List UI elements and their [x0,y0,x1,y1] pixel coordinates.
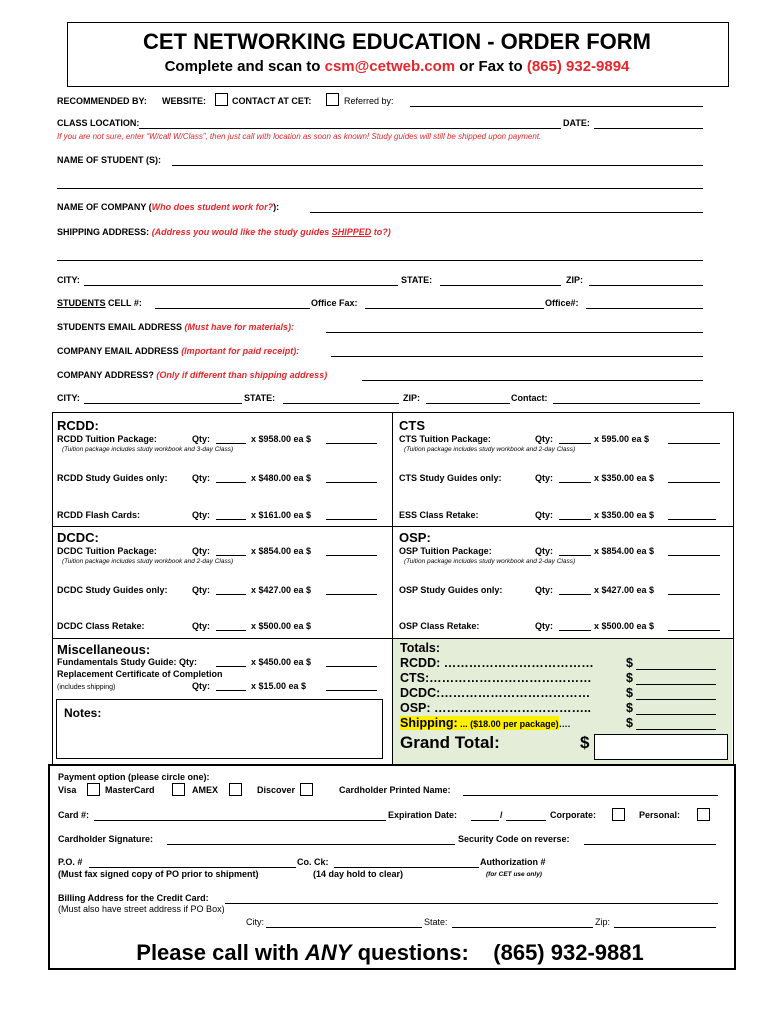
totals-title: Totals: [400,641,441,655]
dcdc-tuition-qty[interactable] [216,555,246,556]
expiration-slash: / [500,810,503,820]
zip2-field[interactable] [426,403,510,404]
billing-address-label: Billing Address for the Credit Card: [58,893,209,903]
class-location-note: If you are not sure, enter “W/call W/Class”, then just call with location as soon as known! Study guides will still be shipped upon payment. [57,132,542,141]
state-field[interactable] [440,285,561,286]
subtitle-mid: or Fax to [455,58,527,75]
company-email-field[interactable] [331,356,703,357]
security-code-label: Security Code on reverse: [458,834,570,844]
rcdd-tuition-note: (Tuition package includes study workbook and 3-day Class) [62,446,234,453]
city-field[interactable] [84,285,398,286]
personal-checkbox[interactable] [697,808,710,821]
contact-field[interactable] [553,403,700,404]
cts-tuition-note: (Tuition package includes study workbook and 2-day Class) [404,446,576,453]
osp-retake-qty-label: Qty: [535,621,553,631]
company-address-label: COMPANY ADDRESS? (Only if different than shipping address) [57,370,328,380]
date-label: DATE: [563,118,590,128]
rcdd-guides-label: RCDD Study Guides only: [57,473,168,483]
cts-guides-qty-label: Qty: [535,473,553,483]
visa-checkbox[interactable] [87,783,100,796]
billing-city-field[interactable] [266,927,422,928]
state2-label: STATE: [244,393,276,403]
expiration-month-field[interactable] [471,820,499,821]
shipping-address-text: SHIPPING ADDRESS: [57,227,152,237]
city-label: CITY: [57,275,80,285]
zip2-label: ZIP: [403,393,420,403]
dcdc-tuition-price: x $854.00 ea $ [251,546,312,556]
totals-osp-label: OSP: ……………………………….. [400,701,591,715]
visa-label[interactable]: Visa [58,785,77,795]
cts-guides-price: x $350.00 ea $ [594,473,655,483]
cts-tuition-qty[interactable] [559,443,591,444]
totals-cts-label: CTS:………………………………… [400,671,592,685]
signature-field[interactable] [167,844,455,845]
ess-retake-price: x $350.00 ea $ [594,510,655,520]
company-name-text: NAME OF COMPANY ( [57,202,152,212]
replacement-qty[interactable] [216,690,246,691]
totals-osp-dollar: $ [626,701,633,715]
page-subtitle [67,58,727,75]
city2-field[interactable] [84,403,242,404]
recommended-label: RECOMMENDED BY: [57,96,147,106]
contact-cet-label: CONTACT AT CET: [232,96,312,106]
osp-guides-qty-label: Qty: [535,585,553,595]
replacement-price: x $15.00 ea $ [251,681,307,691]
city2-label: CITY: [57,393,80,403]
grand-total-label: Grand Total: [400,733,500,752]
personal-label: Personal: [639,810,681,820]
discover-label[interactable]: Discover [257,785,296,795]
shipping-address-hint: (Address you would like the study guides SHIPPED to?) [151,227,391,237]
mastercard-checkbox[interactable] [172,783,185,796]
contact-label: Contact: [511,393,548,403]
totals-shipping-dollar: $ [626,716,633,730]
dcdc-tuition-qty-label: Qty: [192,546,210,556]
replacement-shipping-note: (includes shipping) [57,684,116,691]
billing-state-label: State: [424,917,448,927]
dcdc-guides-qty-label: Qty: [192,585,210,595]
authorization-label: Authorization # [480,857,546,867]
grand-total-field[interactable] [594,734,728,760]
osp-guides-label: OSP Study Guides only: [399,585,503,595]
auth-note: (for CET use only) [486,871,542,878]
grand-total-dollar: $ [580,733,590,752]
expiration-year-field[interactable] [506,820,546,821]
dcdc-guides-qty[interactable] [216,594,246,595]
replacement-qty-label: Qty: [192,681,210,691]
po-note: (Must fax signed copy of PO prior to shipment) [58,869,259,879]
call-phone[interactable]: (865) 932-9881 [493,940,644,965]
dcdc-retake-price: x $500.00 ea $ [251,621,312,631]
dcdc-retake-label: DCDC Class Retake: [57,621,145,631]
dcdc-guides-label: DCDC Study Guides only: [57,585,168,595]
fax-number: (865) 932-9894 [526,58,630,75]
osp-tuition-price: x $854.00 ea $ [594,546,655,556]
class-location-label: CLASS LOCATION: [57,118,140,128]
rcdd-flash-qty-label: Qty: [192,510,210,520]
students-cell-field[interactable] [155,308,310,309]
co-ck-label: Co. Ck: [297,857,329,867]
security-code-field[interactable] [584,844,716,845]
office-fax-field[interactable] [365,308,544,309]
expiration-label: Expiration Date: [388,810,458,820]
osp-guides-total[interactable] [668,594,720,595]
totals-shipping-field[interactable] [636,729,716,730]
cts-tuition-qty-label: Qty: [535,434,553,444]
dcdc-guides-price: x $427.00 ea $ [251,585,312,595]
osp-tuition-qty-label: Qty: [535,546,553,556]
co-ck-field[interactable] [334,867,479,868]
rcdd-tuition-price: x $958.00 ea $ [251,434,312,444]
osp-tuition-label: OSP Tuition Package: [399,546,492,556]
rcdd-flash-qty[interactable] [216,519,246,520]
shipping-rate: ... ($18.00 per package) [457,719,559,729]
student-email-field[interactable] [326,332,703,333]
cts-guides-label: CTS Study Guides only: [399,473,502,483]
billing-zip-field[interactable] [614,927,716,928]
osp-retake-label: OSP Class Retake: [399,621,480,631]
signature-label: Cardholder Signature: [58,834,154,844]
rcdd-flash-total[interactable] [326,519,377,520]
card-number-field[interactable] [94,820,386,821]
totals-dcdc-label: DCDC:……………………………… [400,686,591,700]
billing-address-field[interactable] [225,903,718,904]
state2-field[interactable] [283,403,399,404]
date-field[interactable] [594,128,703,129]
dcdc-tuition-total[interactable] [326,555,377,556]
company-email-label: COMPANY EMAIL ADDRESS (Important for paid receipt): [57,346,300,356]
mastercard-label[interactable]: MasterCard [105,785,155,795]
rcdd-guides-qty-label: Qty: [192,473,210,483]
dcdc-title: DCDC: [57,530,99,545]
call-post: questions: [351,940,469,965]
osp-tuition-qty[interactable] [559,555,591,556]
osp-guides-price: x $427.00 ea $ [594,585,655,595]
replacement-label: Replacement Certificate of Completion [57,669,223,679]
totals-dcdc-dollar: $ [626,686,633,700]
dcdc-guides-total[interactable] [326,594,377,595]
po-label: P.O. # [58,857,83,867]
shipping-text: Shipping: [400,716,458,730]
fundamentals-total[interactable] [326,666,377,667]
company-name-close: ): [273,202,280,212]
company-name-field[interactable] [310,212,703,213]
dcdc-tuition-note: (Tuition package includes study workbook and 2-day Class) [62,558,234,565]
rcdd-title: RCDD: [57,418,99,433]
cts-tuition-label: CTS Tuition Package: [399,434,491,444]
class-location-field[interactable] [139,128,561,129]
grid-divider-1 [52,526,733,527]
student-name-field-2[interactable] [57,188,703,189]
rcdd-guides-qty[interactable] [216,482,246,483]
subtitle-pre: Complete and scan to [164,58,325,75]
notes-label: Notes: [64,706,102,720]
osp-retake-qty[interactable] [559,630,591,631]
zip-label: ZIP: [566,275,583,285]
students-cell-label: STUDENTS CELL #: [57,298,142,308]
osp-retake-total[interactable] [668,630,720,631]
rcdd-guides-total[interactable] [326,482,377,483]
zip-field[interactable] [589,285,703,286]
ck-note: (14 day hold to clear) [313,869,404,879]
office-fax-label: Office Fax: [311,298,358,308]
website-label: WEBSITE: [162,96,206,106]
call-emph: ANY [305,940,352,965]
student-email-label: STUDENTS EMAIL ADDRESS (Must have for materials): [57,322,295,332]
office-number-field[interactable] [586,308,703,309]
totals-osp-field[interactable] [636,714,716,715]
ess-retake-label: ESS Class Retake: [399,510,479,520]
company-name-label [57,202,279,212]
call-pre: Please call with [136,940,306,965]
rcdd-tuition-qty[interactable] [216,443,246,444]
totals-cts-field[interactable] [636,684,716,685]
totals-rcdd-label: RCDD: ……………………………… [400,656,594,670]
amex-label[interactable]: AMEX [192,785,219,795]
referred-by-label: Referred by: [344,96,394,106]
dcdc-tuition-label: DCDC Tuition Package: [57,546,157,556]
billing-state-field[interactable] [452,927,593,928]
cardholder-name-field[interactable] [463,795,718,796]
fundamentals-label: Fundamentals Study Guide: Qty: [57,657,198,667]
billing-city-label: City: [246,917,264,927]
ess-retake-total[interactable] [668,519,716,520]
replacement-total[interactable] [326,690,377,691]
osp-tuition-total[interactable] [668,555,720,556]
state-label: STATE: [401,275,433,285]
rcdd-tuition-label: RCDD Tuition Package: [57,434,157,444]
contact-cet-checkbox[interactable] [326,93,339,106]
billing-zip-label: Zip: [595,917,611,927]
rcdd-flash-price: x $161.00 ea $ [251,510,312,520]
dcdc-retake-qty-label: Qty: [192,621,210,631]
page-title: CET NETWORKING EDUCATION - ORDER FORM [142,29,651,54]
footer-call [48,940,732,966]
payment-option-label: Payment option (please circle one): [58,772,210,782]
misc-title: Miscellaneous: [57,642,151,657]
student-name-field[interactable] [172,165,703,166]
totals-cts-dollar: $ [626,671,633,685]
osp-tuition-note: (Tuition package includes study workbook and 2-day Class) [404,558,576,565]
rcdd-flash-label: RCDD Flash Cards: [57,510,141,520]
rcdd-tuition-qty-label: Qty: [192,434,210,444]
totals-rcdd-dollar: $ [626,656,633,670]
totals-rcdd-field[interactable] [636,669,716,670]
totals-dcdc-field[interactable] [636,699,716,700]
billing-address-note: (Must also have street address if PO Box) [58,904,225,914]
osp-guides-qty[interactable] [559,594,591,595]
osp-title: OSP: [399,530,431,545]
rcdd-tuition-total[interactable] [326,443,377,444]
office-number-label: Office#: [545,298,579,308]
shipping-address-field[interactable] [57,260,703,261]
card-number-label: Card #: [58,810,90,820]
corporate-checkbox[interactable] [612,808,625,821]
company-address-field[interactable] [362,380,703,381]
shipping-address-label [57,227,391,237]
cts-guides-total[interactable] [668,482,720,483]
ess-retake-qty[interactable] [559,519,591,520]
cts-guides-qty[interactable] [559,482,591,483]
contact-email[interactable]: csm@cetweb.com [324,58,456,75]
dcdc-retake-qty[interactable] [216,630,246,631]
totals-shipping-label: Shipping: ... ($18.00 per package)…. [400,716,571,730]
cts-tuition-total[interactable] [668,443,720,444]
cts-title: CTS [399,418,425,433]
website-checkbox[interactable] [215,93,228,106]
ess-retake-qty-label: Qty: [535,510,553,520]
po-field[interactable] [89,867,296,868]
corporate-label: Corporate: [550,810,597,820]
notes-box[interactable] [56,699,383,759]
cardholder-name-label: Cardholder Printed Name: [339,785,451,795]
referred-by-field[interactable] [410,106,703,107]
amex-checkbox[interactable] [229,783,242,796]
fundamentals-qty[interactable] [216,666,246,667]
company-name-hint: Who does student work for? [151,202,274,212]
cts-tuition-price: x 595.00 ea $ [594,434,650,444]
student-name-label: NAME OF STUDENT (S): [57,155,161,165]
fundamentals-price: x $450.00 ea $ [251,657,312,667]
rcdd-guides-price: x $480.00 ea $ [251,473,312,483]
osp-retake-price: x $500.00 ea $ [594,621,655,631]
discover-checkbox[interactable] [300,783,313,796]
